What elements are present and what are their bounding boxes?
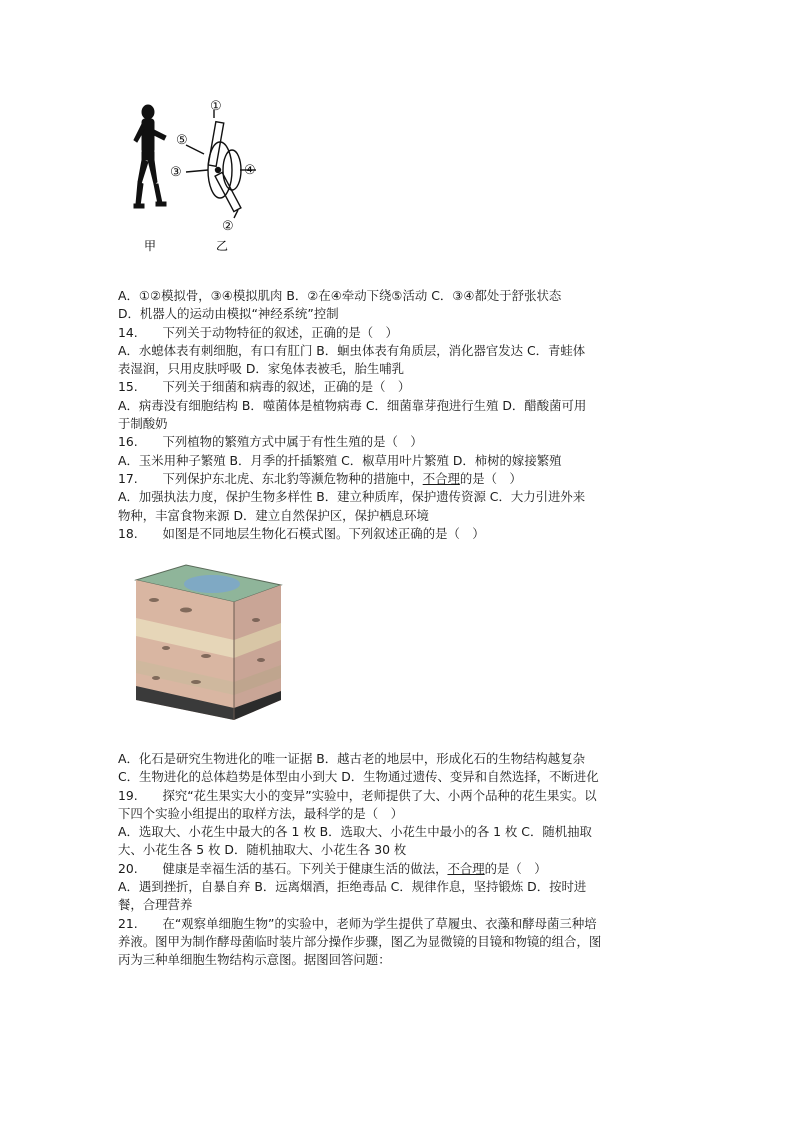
text-line: 于制酸奶 [118, 416, 168, 432]
text-line: A．水螅体表有刺细胞，有口有肛门 B．蛔虫体表有角质层，消化器官发达 C．青蛙体 [118, 342, 586, 358]
text-line: A．①②模拟骨，③④模拟肌肉 B．②在④牵动下绕⑤活动 C．③④都处于舒张状态 [118, 288, 562, 303]
label-num4: ④ [244, 163, 256, 178]
text-line: 表湿润，只用皮肤呼吸 D．家兔体表被毛，胎生哺乳 [118, 361, 405, 377]
text-line: 16. 下列植物的繁殖方式中属于有性生殖的是（ ） [118, 434, 423, 450]
q20-underlined: 不合理 [447, 860, 485, 876]
text-line: 15. 下列关于细菌和病毒的叙述，正确的是（ ） [118, 379, 411, 395]
q20-suffix: 的是（ ） [484, 860, 547, 876]
person-figure [134, 105, 166, 208]
q20-prefix: 20. 健康是幸福生活的基石。下列关于健康生活的做法， [118, 860, 448, 876]
text-line: 养液。图甲为制作酵母菌临时装片部分操作步骤，图乙为显微镜的目镜和物镜的组合，图 [118, 933, 602, 949]
text-line: 21. 在“观察单细胞生物”的实验中，老师为学生提供了草履虫、衣藻和酵母菌三种培 [118, 915, 597, 931]
label-num2: ② [222, 219, 234, 234]
text-line: 下四个实验小组提出的取样方法，最科学的是（ ） [118, 805, 403, 821]
text-line: A．遇到挫折，自暴自弃 B．远离烟酒，拒绝毒品 C．规律作息，坚持锻炼 D．按时进 [118, 879, 587, 895]
text-line: 19. 探究“花生果实大小的变异”实验中，老师提供了大、小两个品种的花生果实。以 [118, 787, 597, 803]
text-line: 18. 如图是不同地层生物化石模式图。下列叙述正确的是（ ） [118, 525, 485, 541]
q17-suffix: 的是（ ） [459, 470, 522, 486]
text-line: A．病毒没有细胞结构 B．噬菌体是植物病毒 C．细菌靠芽孢进行生殖 D．醋酸菌可用 [118, 397, 587, 413]
q17-underlined: 不合理 [422, 470, 460, 486]
question-20 [118, 860, 678, 878]
label-num1: ① [210, 100, 222, 114]
text-line: A．选取大、小花生中最大的各 1 枚 B．选取大、小花生中最小的各 1 枚 C．随机抽取 [118, 824, 592, 840]
text-line: A．化石是研究生物进化的唯一证据 B．越古老的地层中，形成化石的生物结构越复杂 [118, 751, 585, 766]
question-block-2 [118, 750, 678, 970]
figure-arm-model [128, 100, 278, 260]
label-num3: ③ [170, 165, 182, 180]
text-line: A．加强执法力度，保护生物多样性 B．建立种质库，保护遗传资源 C．大力引进外来 [118, 489, 586, 505]
figure-fossil-strata [126, 560, 286, 720]
text-line: 14. 下列关于动物特征的叙述，正确的是（ ） [118, 324, 398, 340]
label-num5: ⑤ [176, 133, 188, 148]
text-line: A．玉米用种子繁殖 B．月季的扦插繁殖 C．椒草用叶片繁殖 D．柿树的嫁接繁殖 [118, 452, 562, 468]
text-line: 物种，丰富食物来源 D．建立自然保护区，保护栖息环境 [118, 507, 429, 523]
text-line: 丙为三种单细胞生物结构示意图。据图回答问题： [118, 952, 391, 968]
question-block-1 [118, 287, 678, 543]
text-line: 大、小花生各 5 枚 D．随机抽取大、小花生各 30 枚 [118, 842, 407, 858]
label-yi: 乙 [216, 239, 229, 253]
text-line: D．机器人的运动由模拟“神经系统”控制 [118, 306, 339, 322]
label-jia: 甲 [144, 239, 157, 253]
question-17 [118, 470, 678, 488]
q17-prefix: 17. 下列保护东北虎、东北豹等濒危物种的措施中， [118, 470, 423, 486]
text-line: C．生物进化的总体趋势是体型由小到大 D．生物通过遗传、变异和自然选择，不断进化 [118, 769, 599, 785]
text-line: 餐，合理营养 [118, 897, 193, 913]
